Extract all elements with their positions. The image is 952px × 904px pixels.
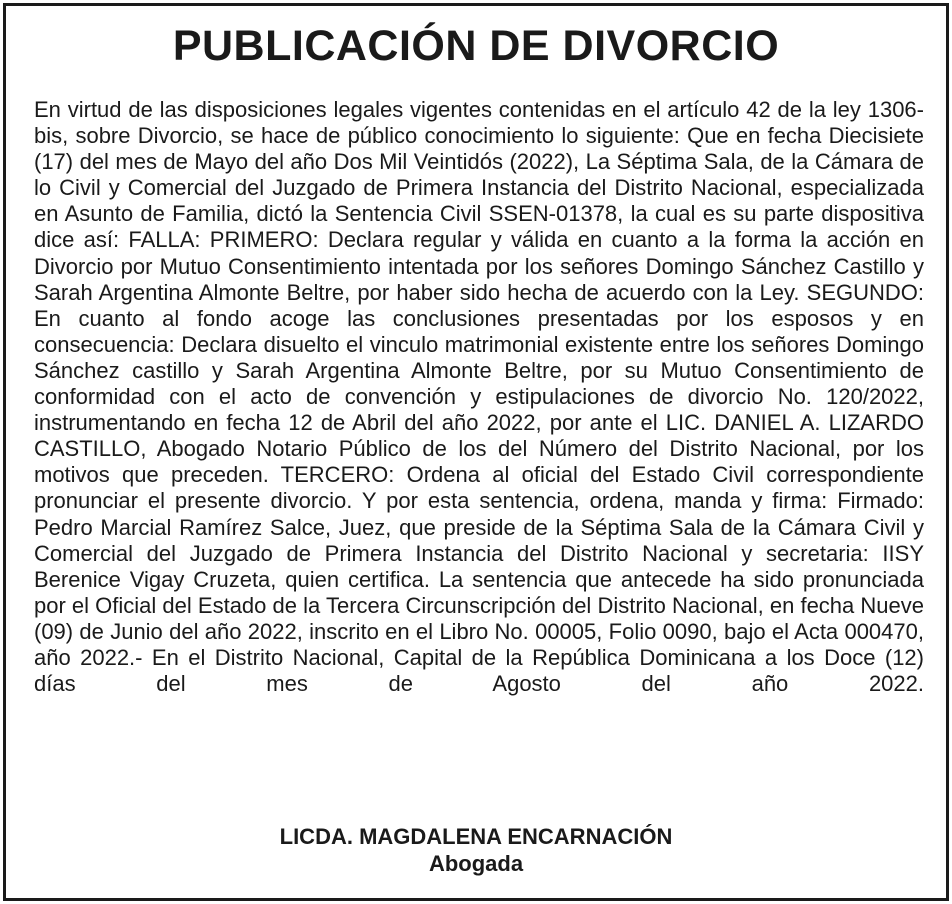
notice-body: En virtud de las disposiciones legales vigentes contenidas en el artículo 42 de la ley 1306-bis, sobre Divorcio, se hace de público conocimiento lo siguiente: Que en fecha Diecisiete (17) del mes de Mayo del año Dos Mil Veintidós (2022), La Séptima Sala, de la Cámara de lo Civil y Comercial del Juzgado de Primera Instancia del Distrito Nacional, especializada en Asunto de Familia, dictó la Sentencia Civil SSEN-01378, la cual es su parte dispositiva dice así: FALLA: PRIMERO: Declara regular y válida en cuanto a la forma la acción en Divorcio por Mutuo Consentimiento intentada por los señores Domingo Sánchez Castillo y Sarah Argentina Almonte Beltre, por haber sido hecha de acuerdo con la Ley. SEGUNDO: En cuanto al fondo acoge las conclusiones presentadas por los esposos y en consecuencia: Declara disuelto el vinculo matrimonial existente entre los señores Domingo Sánchez castillo y Sarah Argentina Almonte Beltre, por su Mutuo Consentimiento de conformidad con el acto de convención y estipulaciones de divorcio No. 120/2022, instrumentando en fecha 12 de Abril del año 2022, por ante el LIC. DANIEL A. LIZARDO CASTILLO, Abogado Notario Público de los del Número del Distrito Nacional, por los motivos que preceden. TERCERO: Ordena al oficial del Estado Civil correspondiente pronunciar el presente divorcio. Y por esta sentencia, ordena, manda y firma: Firmado: Pedro Marcial Ramírez Salce, Juez, que preside de la Séptima Sala de la Cámara Civil y Comercial del Juzgado de Primera Instancia del Distrito Nacional y secretaria: IISY Berenice Vigay Cruzeta, quien certifica. La sentencia que antecede ha sido pronunciada por el Oficial del Estado de la Tercera Circunscripción del Distrito Nacional, en fecha Nueve (09) de Junio del año 2022, inscrito en el Libro No. 00005, Folio 0090, bajo el Acta 000470, año 2022.- En el Distrito Nacional, Capital de la República Dominicana a los Doce (12) días del mes de Agosto del año 2022.	[34, 97, 924, 697]
signer-name: LICDA. MAGDALENA ENCARNACIÓN	[279, 824, 673, 849]
signature-block	[6, 823, 946, 877]
signer-role: Abogada	[428, 851, 524, 876]
divorce-notice	[3, 3, 949, 901]
notice-title: PUBLICACIÓN DE DIVORCIO	[172, 22, 780, 70]
